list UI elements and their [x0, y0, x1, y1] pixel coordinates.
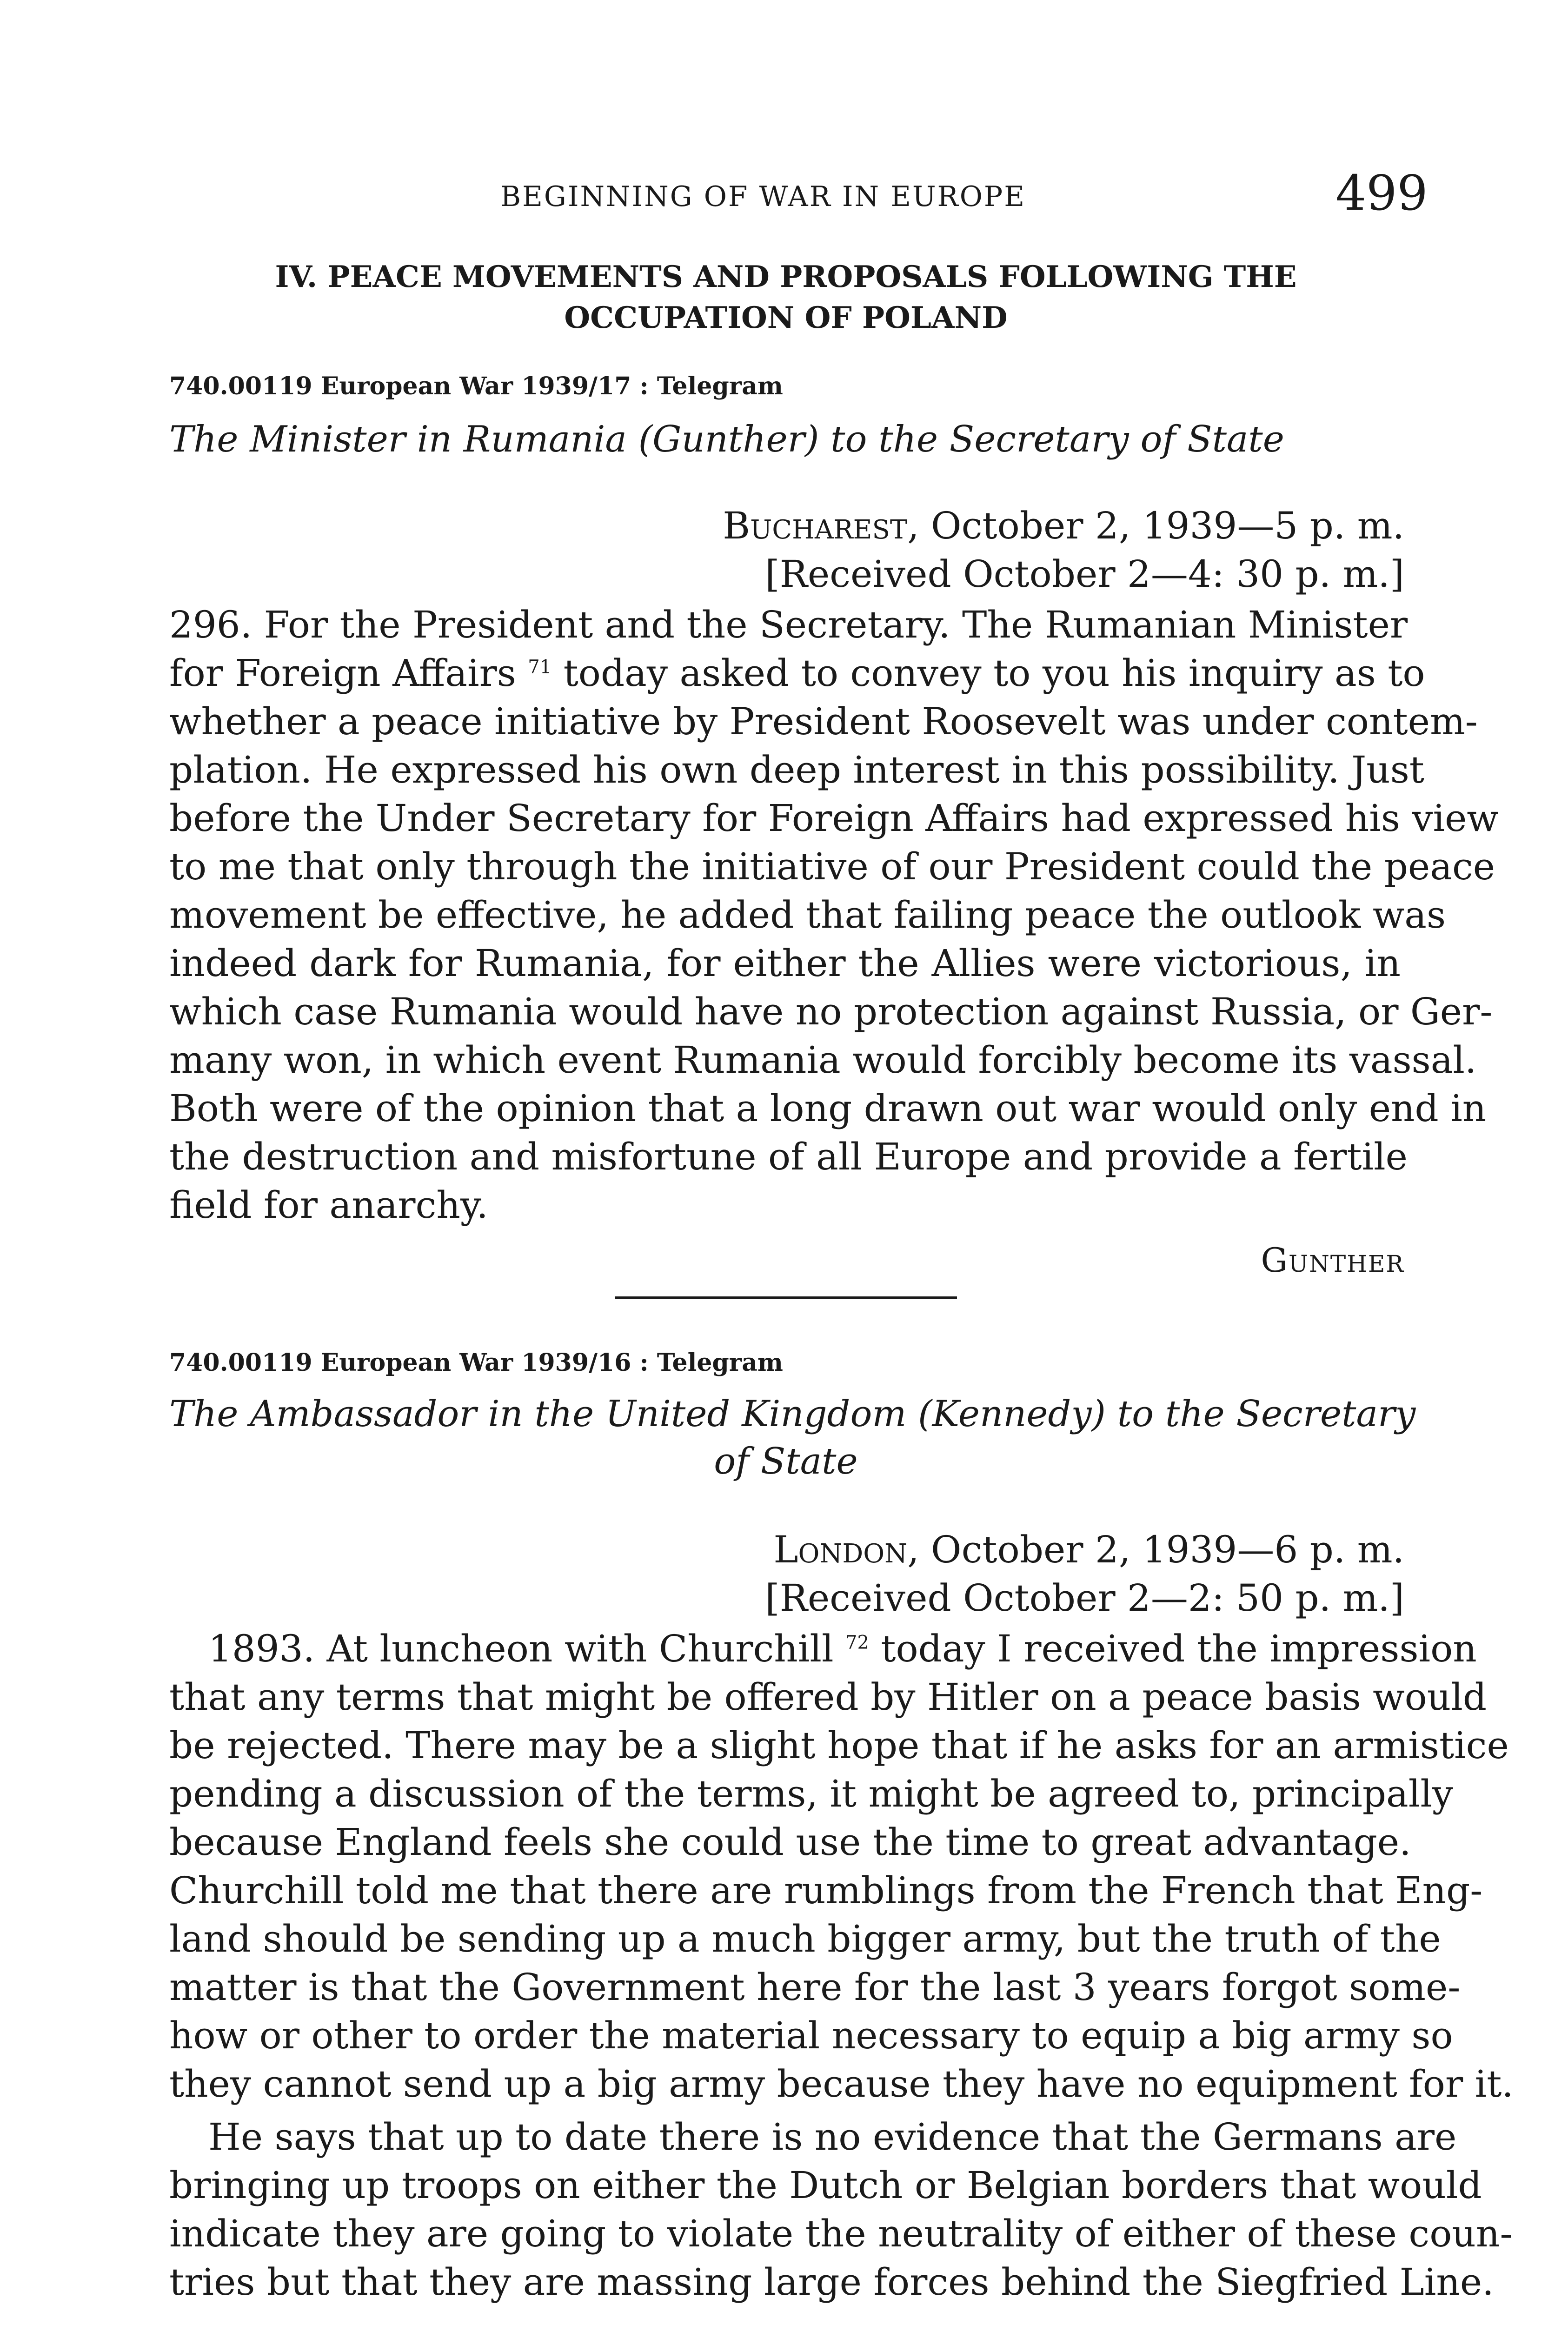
text-line: indeed dark for Rumania, for either the Allies were victorious, in	[169, 942, 1401, 985]
text-line: He says that up to date there is no evidence that the Germans are	[208, 2115, 1457, 2159]
text-line: which case Rumania would have no protection against Russia, or Ger-	[169, 990, 1493, 1033]
section-heading	[167, 257, 1404, 339]
text-line: 296. For the President and the Secretary. The Rumanian Minister	[169, 603, 1408, 646]
doc2-dateline	[773, 1528, 1404, 1571]
text-line: movement be effective, he added that failing peace the outlook was	[169, 893, 1446, 937]
text-line: whether a peace initiative by President Roosevelt was under contem-	[169, 700, 1478, 743]
doc1-received: [Received October 2—4: 30 p. m.]	[765, 552, 1404, 596]
text-line: tries but that they are massing large forces behind the Siegfried Line.	[169, 2260, 1494, 2304]
text-line: pending a discussion of the terms, it might be agreed to, principally	[169, 1772, 1454, 1815]
doc1-title: The Minister in Rumania (Gunther) to the Secretary of State	[169, 418, 1284, 460]
text-line: Churchill told me that there are rumblings from the French that Eng-	[169, 1869, 1483, 1912]
doc2-received: [Received October 2—2: 50 p. m.]	[765, 1576, 1404, 1620]
page-number: 499	[1335, 165, 1428, 221]
footnote-reference: 72	[845, 1632, 869, 1654]
doc1-file-reference: 740.00119 European War 1939/17 : Telegram	[169, 372, 783, 400]
doc2-file-reference: 740.00119 European War 1939/16 : Telegram	[169, 1348, 783, 1377]
text-line: be rejected. There may be a slight hope that if he asks for an armistice	[169, 1724, 1509, 1767]
text-line: before the Under Secretary for Foreign Affairs had expressed his view	[169, 797, 1499, 840]
text-line: indicate they are going to violate the neutrality of either of these coun-	[169, 2212, 1513, 2255]
doc1-signature: Gunther	[1261, 1241, 1404, 1280]
doc2-date: , October 2, 1939—6 p. m.	[907, 1528, 1404, 1571]
text-line: to me that only through the initiative of our President could the peace	[169, 845, 1495, 888]
separator-rule	[615, 1296, 957, 1299]
text-line: matter is that the Government here for the last 3 years forgot some-	[169, 1966, 1461, 2009]
doc2-title-line-2: of State	[714, 1441, 858, 1482]
text-line: many won, in which event Rumania would forcibly become its vassal.	[169, 1038, 1477, 1082]
text-line: field for anarchy.	[169, 1183, 488, 1227]
doc2-title-line-1: The Ambassador in the United Kingdom (Kennedy) to the Secretary	[169, 1393, 1416, 1435]
text-line: how or other to order the material necessary to equip a big army so	[169, 2014, 1453, 2057]
text-line: the destruction and misfortune of all Europe and provide a fertile	[169, 1135, 1408, 1178]
text-line: Both were of the opinion that a long drawn out war would only end in	[169, 1087, 1487, 1130]
text-line: 1893. At luncheon with Churchill $^{72}$ today I received the impression	[208, 1627, 1477, 1670]
doc1-dateline	[723, 504, 1404, 547]
doc2-place: London	[773, 1528, 908, 1571]
text-line: plation. He expressed his own deep interest in this possibility. Just	[169, 748, 1424, 791]
section-heading-line-2: OCCUPATION OF POLAND	[564, 300, 1008, 335]
text-line: land should be sending up a much bigger army, but the truth of the	[169, 1917, 1441, 1960]
footnote-reference: 71	[528, 656, 552, 678]
text-line: they cannot send up a big army because they have no equipment for it.	[169, 2062, 1514, 2106]
section-heading-line-1: IV. PEACE MOVEMENTS AND PROPOSALS FOLLOWING THE	[275, 259, 1297, 294]
text-line: because England feels she could use the time to great advantage.	[169, 1820, 1411, 1864]
text-line: for Foreign Affairs $^{71}$ today asked to convey to you his inquiry as to	[169, 651, 1425, 695]
doc1-date: , October 2, 1939—5 p. m.	[907, 504, 1404, 547]
doc1-place: Bucharest	[723, 504, 908, 547]
text-line: that any terms that might be offered by Hitler on a peace basis would	[169, 1675, 1487, 1719]
running-title: BEGINNING OF WAR IN EUROPE	[500, 180, 1026, 213]
text-line: bringing up troops on either the Dutch or Belgian borders that would	[169, 2164, 1482, 2207]
